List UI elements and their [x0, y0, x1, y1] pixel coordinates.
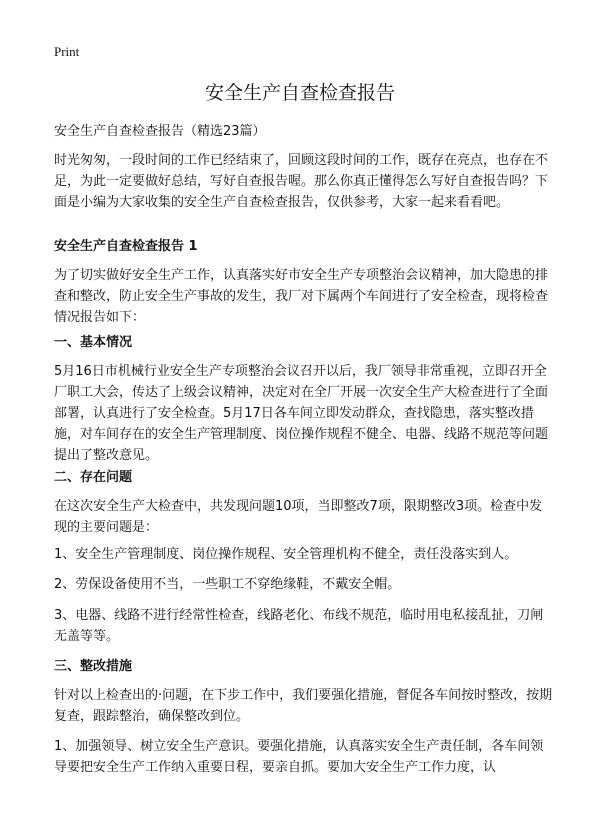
problem-item-1: 1、安全生产管理制度、岗位操作规程、安全管理机构不健全，责任没落实到人。 [54, 547, 518, 562]
section-heading-basic: 一、基本情况 [54, 335, 133, 350]
measure-item-1: 1、加强领导、树立安全生产意识。要强化措施，认真落实安全生产责任制，各车间领导要把安全生产工作纳入重要日程，要亲自抓。要加大安全生产工作力度，认 [54, 739, 544, 775]
section-basic-paragraph: 5月16日市机械行业安全生产专项整治会议召开以后，我厂领导非常重视，立即召开全厂职工大会，传达了上级会议精神，决定对在全厂开展一次安全生产大检查进行了全面部署，认真进行了安全检查。5月17日各车间立即发动群众，查找隐患，落实整改措施，对车间存在的安全生产管理制度、岗位操作规程不健全、电器、线路不规范等问题提出了整改意见。 [54, 364, 549, 463]
section-heading-measures: 三、整改措施 [54, 659, 133, 674]
page-title: 安全生产自查检查报告 [204, 82, 395, 104]
report-heading: 安全生产自查检查报告 1 [54, 239, 198, 254]
section-measures-paragraph: 针对以上检查出的·问题，在下步工作中，我们要强化措施，督促各车间按时整改，按期复查，跟踪整治，确保整改到位。 [54, 688, 553, 724]
intro-paragraph: 时光匆匆，一段时间的工作已经结束了，回顾这段时间的工作，既存在亮点，也存在不足，为此一定要做好总结，写好自查报告喔。那么你真正懂得怎么写好自查报告吗？下面是小编为大家收集的安全生产自查检查报告，仅供参考，大家一起来看看吧。 [54, 153, 549, 210]
problem-item-3: 3、电器、线路不进行经常性检查，线路老化、布线不规范，临时用电私接乱扯，刀闸无盖等等。 [54, 608, 544, 644]
print-link[interactable]: Print [54, 44, 80, 59]
section-problems-paragraph: 在这次安全生产大检查中，共发现问题10项，当即整改7项，限期整改3项。检查中发现的主要问题是： [54, 499, 543, 535]
section-heading-problems: 二、存在问题 [54, 470, 133, 485]
problem-item-2: 2、劳保设备使用不当，一些职工不穿绝缘鞋，不戴安全帽。 [54, 577, 401, 592]
subtitle: 安全生产自查检查报告（精选23篇） [54, 124, 266, 139]
report-intro-paragraph: 为了切实做好安全生产工作，认真落实好市安全生产专项整治会议精神，加大隐患的排查和整改，防止安全生产事故的发生，我厂对下属两个车间进行了安全检查，现将检查情况报告如下： [54, 268, 549, 325]
